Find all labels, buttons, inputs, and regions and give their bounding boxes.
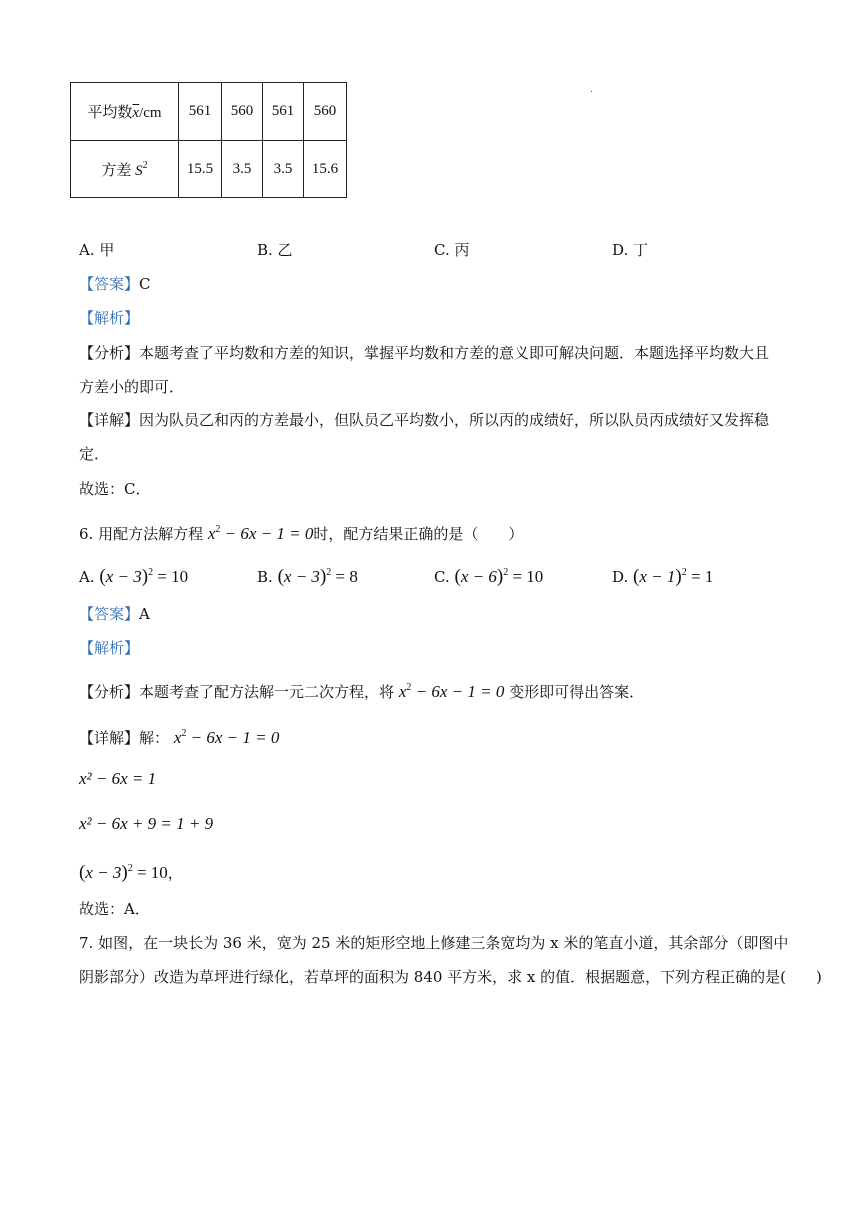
- option-letter: A.: [79, 568, 95, 586]
- q6-step2: [79, 813, 213, 835]
- option-rhs: = 8: [335, 567, 358, 586]
- q6-equation: $x^2 - 6x - 1 = 0$: [207, 524, 314, 543]
- step3-tail: ，: [167, 864, 183, 882]
- option-letter: C.: [434, 568, 450, 586]
- q6-fenxi: [79, 677, 644, 703]
- answer-tag: 【答案】: [79, 275, 140, 293]
- table-cell: 560: [222, 83, 263, 141]
- option-letter: D.: [612, 568, 629, 586]
- table-cell: 3.5: [263, 141, 304, 198]
- stats-table: [70, 82, 347, 198]
- q5-detail-line2: 定．: [79, 445, 110, 463]
- answer-value: C: [139, 275, 151, 293]
- fenxi-text: 本题考查了平均数和方差的知识，掌握平均数和方差的意义即可解决问题．本题选择平均数大且: [139, 344, 770, 362]
- q6-analysis-tag: 【解析】: [79, 639, 140, 657]
- stray-dot: [591, 91, 592, 92]
- q6-option-b: [257, 562, 358, 588]
- answer-value: A: [139, 605, 150, 623]
- detail-text: 因为队员乙和丙的方差最小，但队员乙平均数小，所以丙的成绩好，所以队员丙成绩好又发挥稳: [139, 411, 770, 429]
- q7-line1: 7. 如图，在一块长为 36 米，宽为 25 米的矩形空地上修建三条宽均为 x 米的笔直小道，其余部分（即图中: [79, 934, 789, 952]
- table-cell: 15.6: [304, 141, 347, 198]
- option-exp: 2: [503, 567, 509, 578]
- q5-option-a: A. 甲: [79, 241, 115, 259]
- option-rhs: = 1: [690, 567, 714, 586]
- q5-answer: [79, 273, 151, 295]
- fenxi-tag: 【分析】: [79, 683, 140, 701]
- option-exp: 2: [681, 567, 687, 578]
- variance-var: S: [135, 162, 143, 179]
- mean-unit: /cm: [139, 105, 162, 121]
- q5-detail-line1: [79, 409, 769, 431]
- option-math: $(x - 3)^2 = 8$: [277, 566, 358, 587]
- row-header-mean: [71, 83, 179, 141]
- q6-detail: [79, 723, 279, 749]
- fenxi-text: 本题考查了配方法解一元二次方程，将: [139, 683, 395, 701]
- mean-label: 平均数: [87, 105, 133, 121]
- detail-tag: 【详解】: [79, 729, 140, 747]
- q6-option-c: [434, 562, 543, 588]
- detail-pre: 解：: [139, 729, 170, 747]
- q6-choose: 故选：A．: [79, 900, 150, 918]
- detail-tag: 【详解】: [79, 411, 140, 429]
- detail-equation: $x^2 - 6x - 1 = 0$: [173, 728, 280, 747]
- row-header-variance: [71, 141, 179, 198]
- q6-answer: [79, 603, 150, 625]
- answer-tag: 【答案】: [79, 605, 140, 623]
- q6-step3: [79, 858, 183, 884]
- q6-stem-pre: 6. 用配方法解方程: [79, 525, 204, 543]
- table-cell: 3.5: [222, 141, 263, 198]
- step1-equation: x² − 6x = 1: [79, 769, 157, 788]
- fenxi-post: 变形即可得出答案．: [509, 683, 645, 701]
- option-base: x − 3: [283, 567, 320, 586]
- mean-var: $\overline{x}$: [132, 105, 140, 121]
- variance-label: 方差: [101, 162, 132, 179]
- table-cell: 561: [179, 83, 222, 141]
- q6-stem-post: 时，配方结果正确的是（ ）: [313, 525, 524, 543]
- option-math: $(x - 6)^2 = 10$: [454, 566, 544, 587]
- q5-fenxi-line1: [79, 342, 769, 364]
- q5-option-d: D. 丁: [612, 241, 649, 259]
- option-base: x − 3: [105, 567, 142, 586]
- option-math: $(x - 1)^2 = 1$: [633, 566, 714, 587]
- option-exp: 2: [326, 567, 332, 578]
- table-row-mean: [71, 83, 347, 141]
- q6-option-d: [612, 562, 713, 588]
- step2-equation: x² − 6x + 9 = 1 + 9: [79, 814, 214, 833]
- option-base: x − 6: [460, 567, 497, 586]
- q5-fenxi-line2: 方差小的即可．: [79, 378, 185, 396]
- table-cell: 561: [263, 83, 304, 141]
- option-letter: B.: [257, 568, 273, 586]
- q6-stem: [79, 519, 523, 545]
- option-rhs: = 10: [512, 567, 544, 586]
- fenxi-tag: 【分析】: [79, 344, 140, 362]
- table-cell: 15.5: [179, 141, 222, 198]
- step3-rhs: = 10: [136, 863, 168, 882]
- option-math: $(x - 3)^2 = 10$: [99, 566, 189, 587]
- table-row-variance: [71, 141, 347, 198]
- q5-choose: 故选：C．: [79, 480, 151, 498]
- option-base: x − 1: [639, 567, 676, 586]
- q7-line2: 阴影部分）改造为草坪进行绿化，若草坪的面积为 840 平方米，求 x 的值．根据题意，下列方程正确的是( ): [79, 968, 822, 986]
- option-exp: 2: [148, 567, 154, 578]
- option-rhs: = 10: [157, 567, 189, 586]
- step3-equation: $(x - 3)^2 = 10$: [79, 862, 168, 883]
- q5-option-b: B. 乙: [257, 241, 293, 259]
- q5-analysis-tag: 【解析】: [79, 309, 140, 327]
- variance-sup: 2: [142, 159, 148, 171]
- q6-option-a: [79, 562, 188, 588]
- table-cell: 560: [304, 83, 347, 141]
- fenxi-equation: $x^2 - 6x - 1 = 0$: [398, 682, 505, 701]
- q6-step1: [79, 768, 156, 790]
- q5-option-c: C. 丙: [434, 241, 470, 259]
